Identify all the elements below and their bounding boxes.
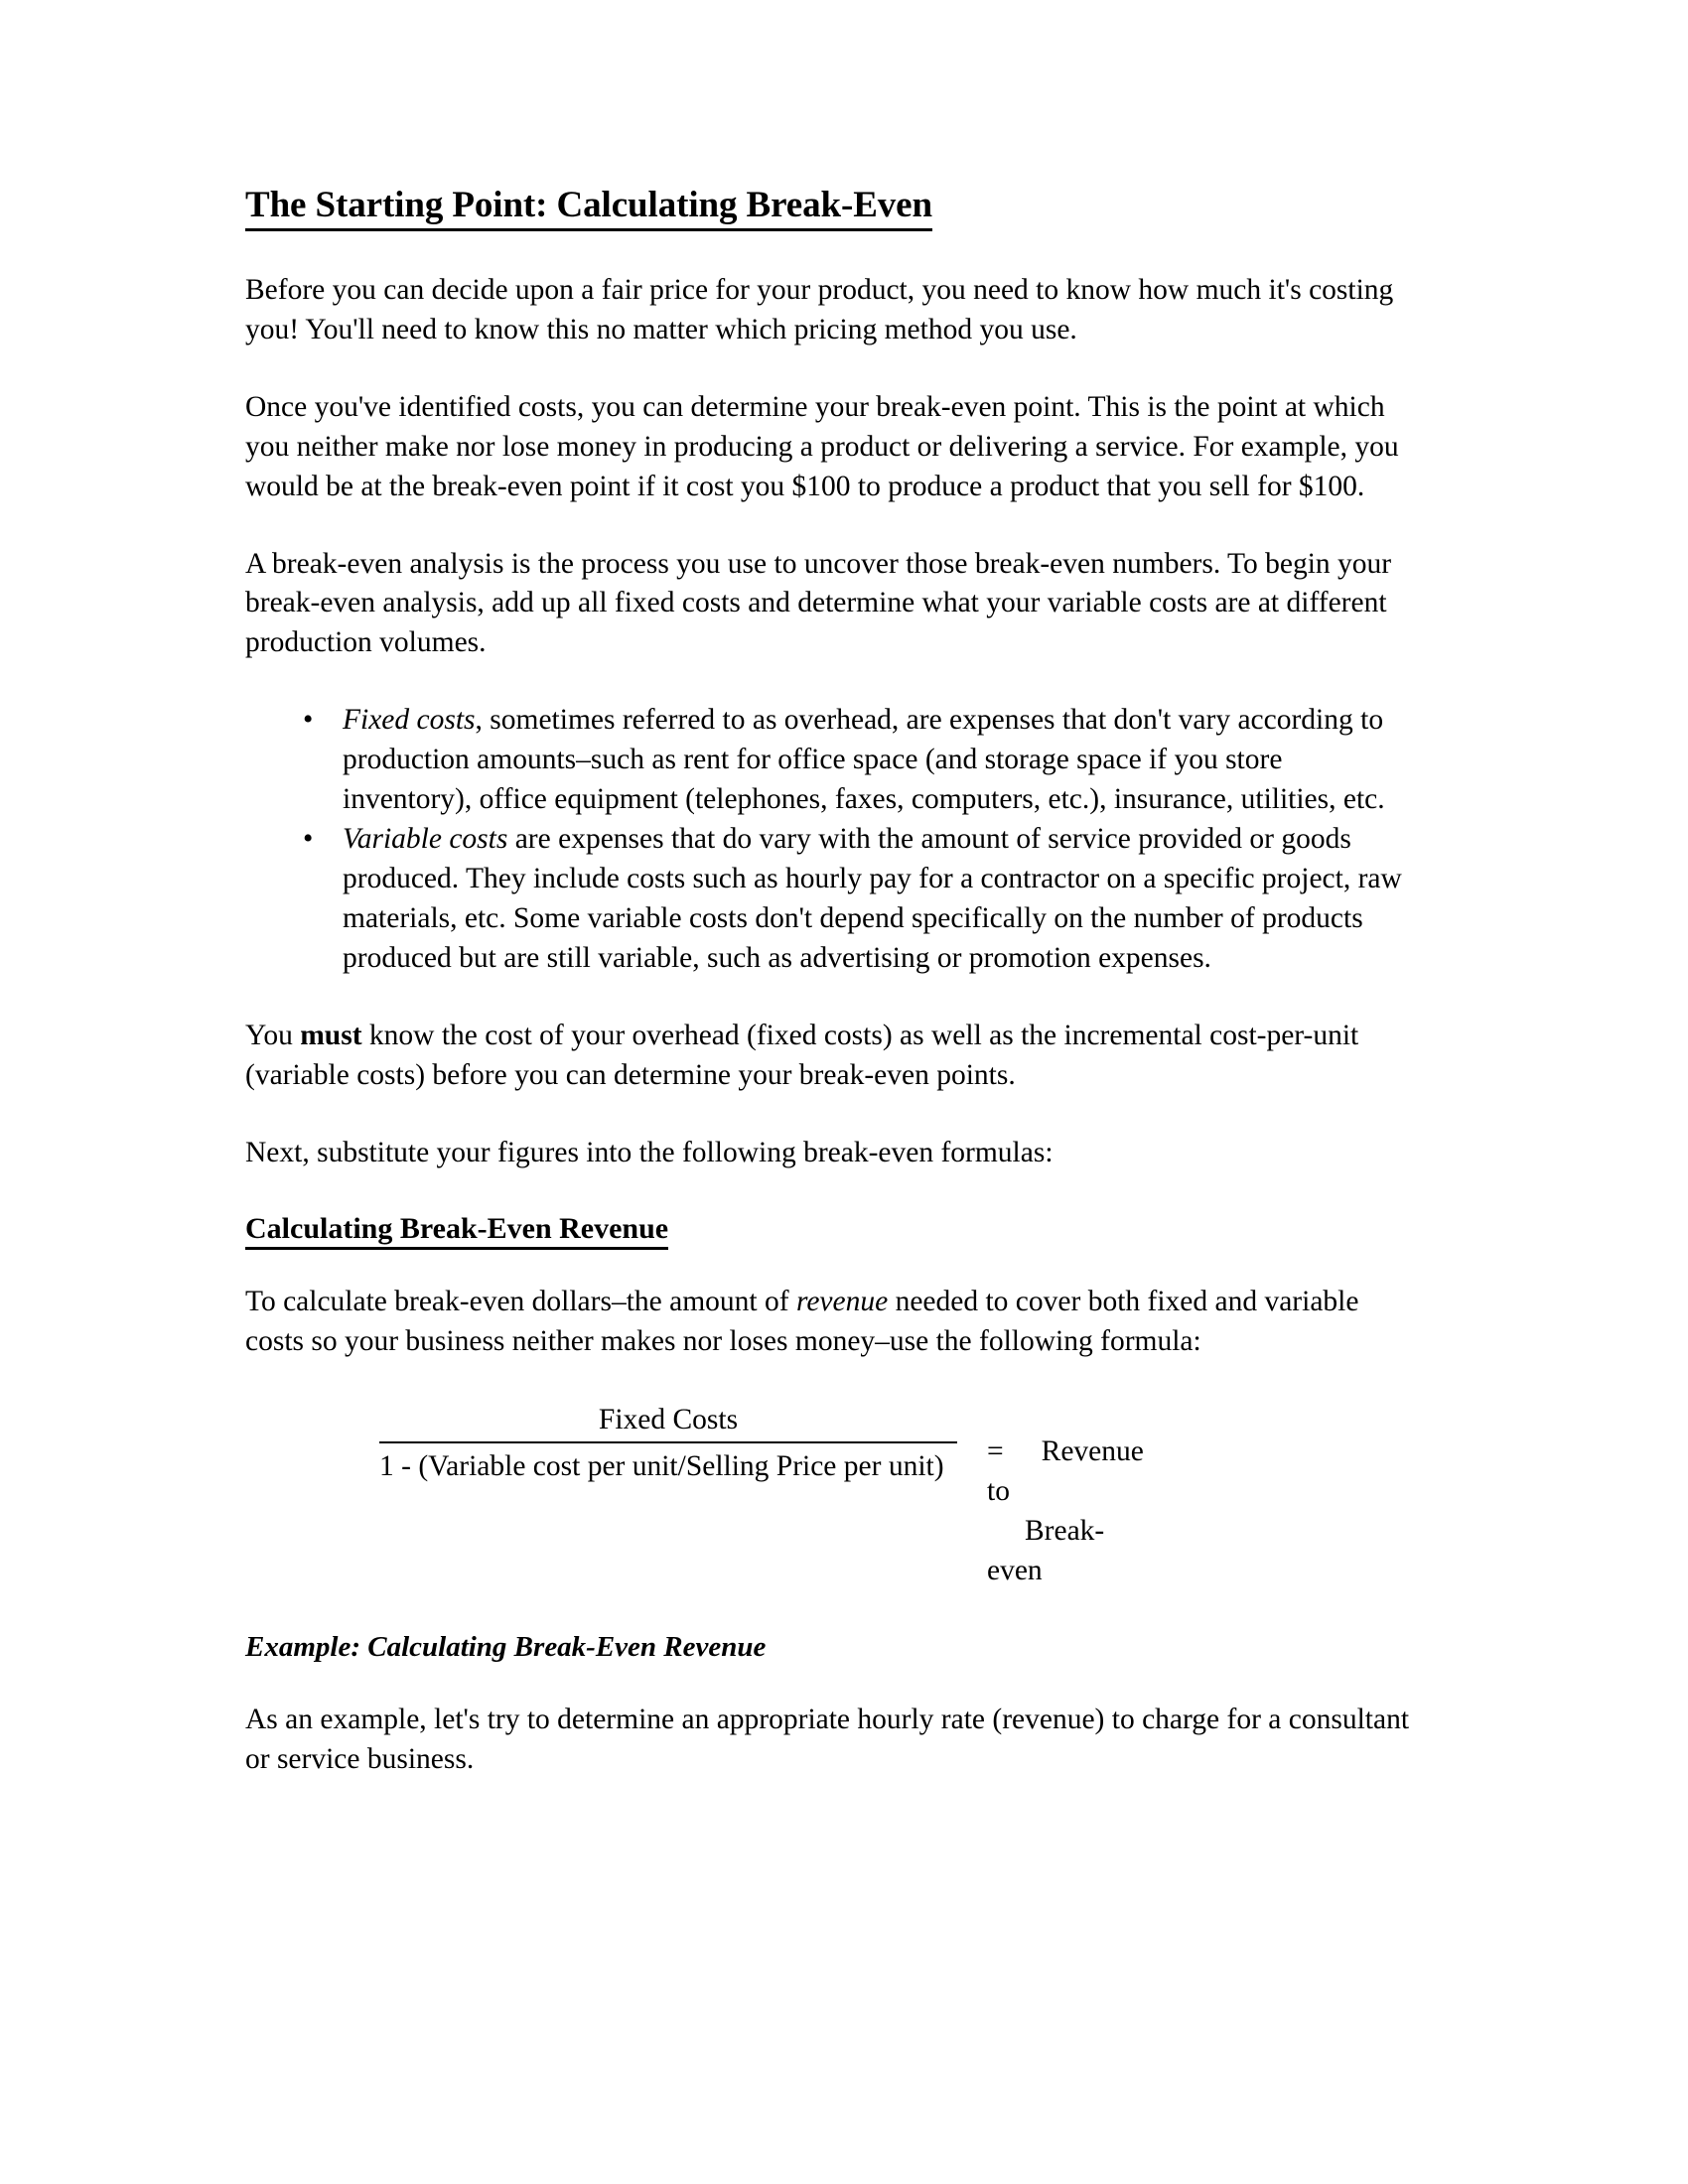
section-heading-calculating-revenue (245, 1211, 1417, 1247)
paragraph-revenue-intro (245, 1283, 1417, 1362)
list-item-term: Fixed costs (343, 704, 476, 737)
list-item-text: are expenses that do vary with the amount of service provided or goods produced. They include costs such as hourly pay for a contractor on a specific project, raw materials, etc. Some variable costs don't depend specifically on the number of products produced but are still variable, such as advertising or promotion expenses. (343, 823, 1402, 975)
cost-types-list (245, 701, 1417, 979)
paragraph-breakeven-point: Once you've identified costs, you can determine your break-even point. This is the point at which you neither make nor lose money in producing a product or delivering a service. For example, you would be at the break-even point if it cost you $100 to produce a product that you sell for $100. (245, 390, 1399, 502)
formula-result (957, 1400, 1417, 1590)
bullet-icon: • (303, 823, 314, 856)
revenue-emphasis: revenue (795, 1286, 889, 1318)
list-item (245, 820, 1417, 979)
revenue-intro-after: needed to cover both fixed and variable costs so your business neither makes nor loses money–use the following formula: (245, 1286, 1359, 1358)
revenue-intro-before: To calculate break-even dollars–the amount of (245, 1286, 796, 1318)
list-item-text: , sometimes referred to as overhead, are expenses that don't vary according to production amounts–such as rent for office space (and storage space if you store inventory), office equipment (telephones, faxes, computers, etc.), insurance, utilities, etc. (343, 704, 1385, 816)
formula-fraction (379, 1400, 957, 1486)
paragraph-next-step: Next, substitute your figures into the following break-even formulas: (245, 1137, 1054, 1169)
document-content (245, 184, 1417, 1780)
paragraph-analysis-intro: A break-even analysis is the process you use to uncover those break-even numbers. To begin your break-even analysis, add up all fixed costs and determine what your variable costs are at different production volumes. (245, 547, 1392, 659)
must-text-before: You (245, 1020, 301, 1052)
paragraph-example-intro: As an example, let's try to determine an appropriate hourly rate (revenue) to charge for a consultant or service business. (245, 1704, 1410, 1776)
formula-result-line-1 (987, 1432, 1417, 1471)
paragraph-intro: Before you can decide upon a fair price for your product, you need to know how much it's costing you! You'll need to know this no matter which pricing method you use. (245, 273, 1394, 345)
must-text-after: know the cost of your overhead (fixed costs) as well as the incremental cost-per-unit (variable costs) before you can determine your break-even points. (245, 1020, 1359, 1092)
formula-result-break: Break- (1025, 1515, 1105, 1548)
formula-equals-sign: = (987, 1435, 1004, 1468)
formula-result-line-2: to (987, 1475, 1010, 1508)
list-item (245, 701, 1417, 820)
bullet-icon: • (303, 704, 314, 737)
page-title (245, 184, 1417, 227)
list-item-term: Variable costs (343, 823, 508, 856)
breakeven-revenue-formula (245, 1400, 1417, 1590)
formula-numerator: Fixed Costs (379, 1400, 957, 1443)
section-heading-text: Calculating Break-Even Revenue (245, 1212, 668, 1250)
must-emphasis: must (300, 1020, 362, 1052)
formula-result-line-3 (987, 1511, 1417, 1551)
paragraph-must-know (245, 1017, 1417, 1096)
section-heading-example: Example: Calculating Break-Even Revenue (245, 1631, 767, 1664)
formula-result-value: Revenue (1041, 1435, 1144, 1468)
formula-result-line-4: even (987, 1555, 1043, 1587)
page-title-text: The Starting Point: Calculating Break-Even (245, 185, 932, 231)
formula-denominator: 1 - (Variable cost per unit/Selling Price per unit) (379, 1450, 944, 1483)
